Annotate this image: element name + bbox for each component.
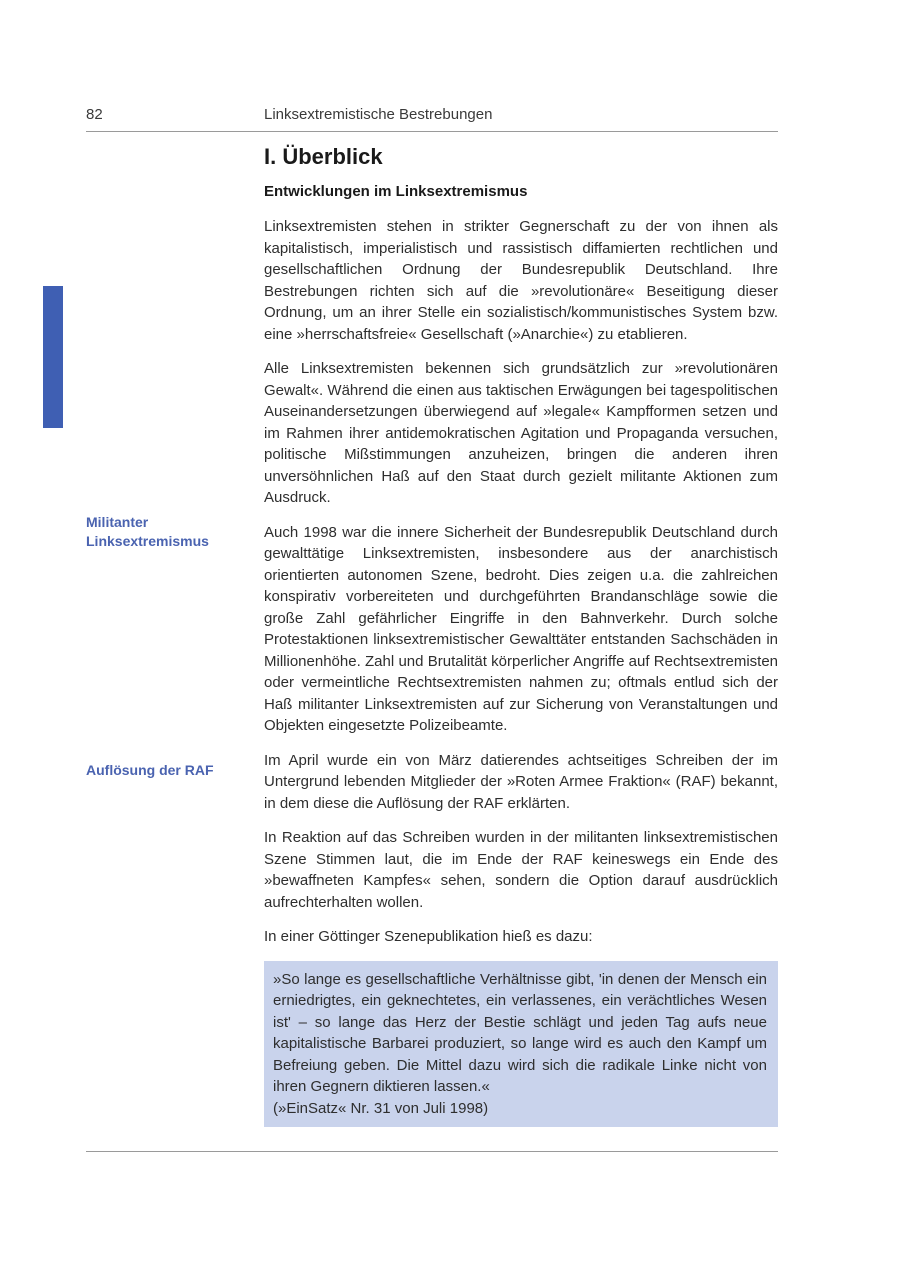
page-number: 82 xyxy=(86,106,103,123)
chapter-marker-bar xyxy=(43,286,63,428)
header-rule xyxy=(86,131,778,132)
section-subtitle: Entwicklungen im Linksextremismus xyxy=(264,183,528,200)
quote-source: (»EinSatz« Nr. 31 von Juli 1998) xyxy=(273,1099,489,1117)
section-title: I. Überblick xyxy=(264,144,383,169)
paragraph: Im April wurde ein von März datierendes achtseitiges Schreiben der im Untergrund lebenden Mitglieder der »Roten Armee Fraktion« (RAF) bekannt, in dem diese die Auflösung der RAF erklärten. xyxy=(264,751,778,812)
paragraph: In Reaktion auf das Schreiben wurden in der militanten linksextremistischen Szene Stimmen laut, die im Ende der RAF keineswegs ein Ende des »bewaffneten Kampfes« sehen, sondern die Option darauf ausdrücklich aufrechterhalten wollen. xyxy=(264,829,778,911)
running-head: Linksextremistische Bestrebungen xyxy=(264,106,493,123)
paragraph: Auch 1998 war die innere Sicherheit der Bundesrepublik Deutschland durch gewalttätige Linksextremisten, insbesondere aus der anarchistisch orientierten autonomen Szene, bedroht. Dies zeigen u.a. die zahlreichen konspirativ vorbereiteten und durchgeführten Brandanschläge sowie die große Zahl gefährlicher Eingriffe in den Bahnverkehr. Durch solche Protestaktionen linksextremistischer Gewalttäter entstanden Sachschäden in Millionenhöhe. Zahl und Brutalität körperlicher Angriffe auf Rechtsextremisten oder vermeintliche Rechtsextremisten nahmen zu; oftmals entlud sich der Haß militanter Linksextremisten auf zur Sicherung von Veranstaltungen und Objekten eingesetzte Polizeibeamte. xyxy=(264,523,778,734)
main-content xyxy=(264,142,778,1127)
paragraph: In einer Göttinger Szenepublikation hieß es dazu: xyxy=(264,928,593,945)
footer-rule xyxy=(86,1151,778,1152)
margin-note-militant: Militanter Linksextremismus xyxy=(86,514,209,549)
quote-text: »So lange es gesellschaftliche Verhältnisse gibt, 'in denen der Mensch ein erniedrigtes, ein geknechtetes, ein verlassenes, ein verächtliches Wesen ist' – so lange das Herz der Bestie schlägt und jeden Tag aufs neue kapitalistische Barbarei produziert, so lange wird es auch den Kampf um Befreiung geben. Die Mittel dazu wird sich die radikale Linke nicht von ihren Gegnern diktieren lassen.« xyxy=(273,970,767,1095)
margin-note-raf: Auflösung der RAF xyxy=(86,762,214,778)
paragraph: Alle Linksextremisten bekennen sich grundsätzlich zur »revolutionären Gewalt«. Während die einen aus taktischen Erwägungen bei tagespolitischen Auseinandersetzungen überwiegend auf »legale« Kampfformen setzen und im Rahmen ihrer antidemokratischen Agitation und Propaganda versuchen, politische Mißstimmungen anzuheizen, bringen die anderen ihren unversöhnlichen Haß auf den Staat durch gezielt militante Aktionen zum Ausdruck. xyxy=(264,360,778,506)
quote-box xyxy=(264,961,778,1128)
paragraph: Linksextremisten stehen in strikter Gegnerschaft zu der von ihnen als kapitalistisch, imperialistisch und rassistisch diffamierten rechtlichen und gesellschaftlichen Ordnung der Bundesrepublik Deutschland. Ihre Bestrebungen richten sich auf die »revolutionäre« Beseitigung dieser Ordnung, um an ihrer Stelle ein sozialistisch/kommunistisches System bzw. eine »herrschaftsfreie« Gesellschaft (»Anarchie«) zu etablieren. xyxy=(264,218,778,343)
